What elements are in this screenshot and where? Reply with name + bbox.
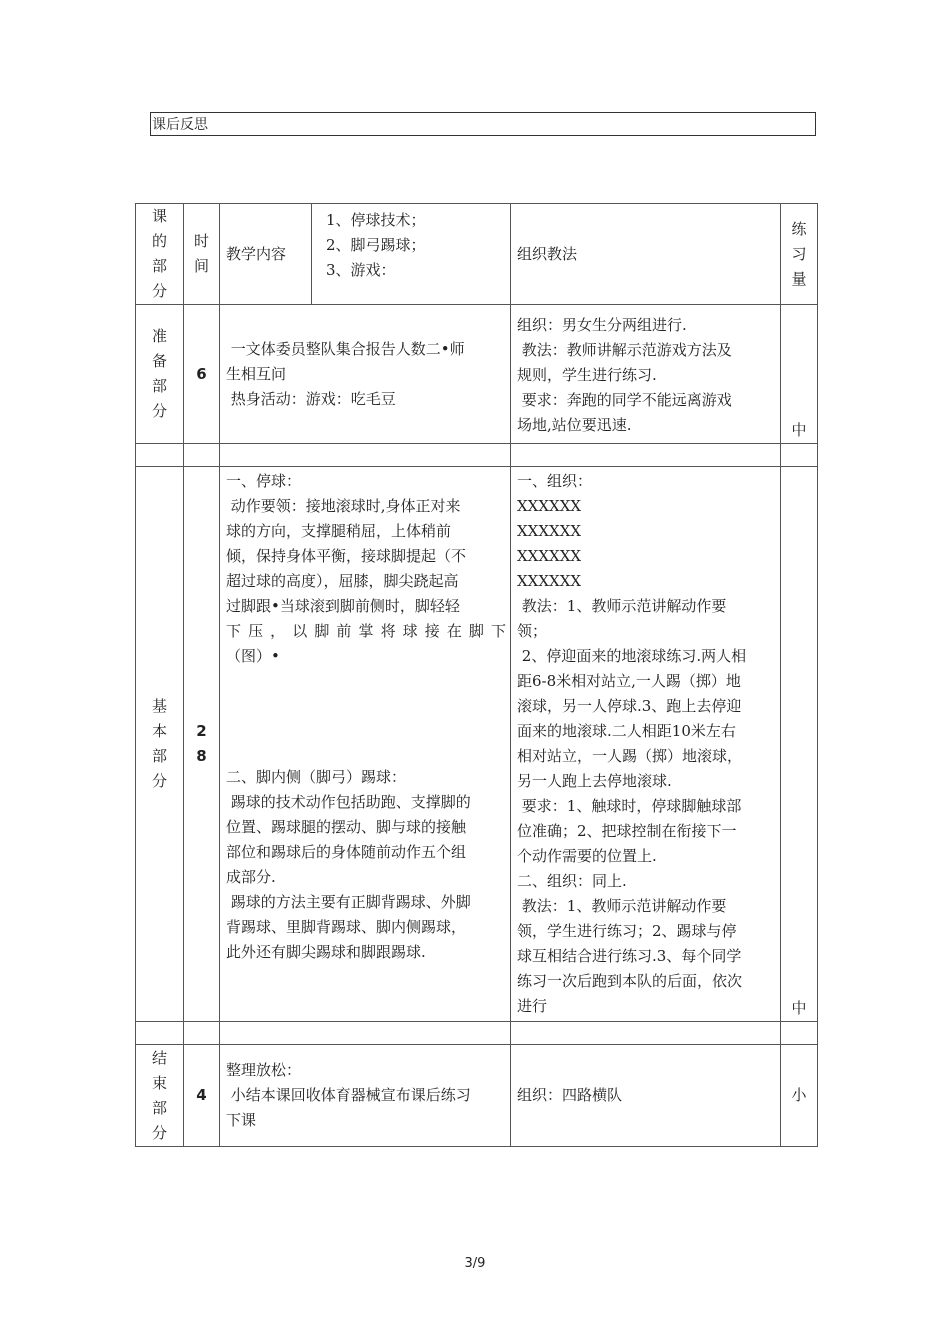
prep-part-cell: 准 备 部 分 — [136, 305, 184, 444]
end-time: 4 — [184, 1045, 220, 1147]
reflection-box — [150, 112, 816, 136]
end-amount: 小 — [781, 1045, 818, 1147]
prep-time: 6 — [184, 305, 220, 444]
basic-part-cell: 基 本 部 分 — [136, 467, 184, 1022]
header-part-cell: 课 的 部 分 — [136, 204, 184, 305]
basic-content-kicking: 二、脚内侧（脚弓）踢球： 踢球的技术动作包括助跑、支撑脚的 位置、踢球腿的摆动、脚与球的接触 部位和踢球后的身体随前动作五个组 成部分. 踢球的方法主要有正脚背踢球、外脚 背踢球、里脚背踢球、脚内侧踢球， 此外还有脚尖踢球和脚跟踢球. — [226, 768, 471, 961]
prep-row — [136, 305, 818, 444]
header-amount-cell: 练 习 量 — [781, 204, 818, 305]
lesson-plan-table — [135, 203, 818, 1147]
prep-content: 一文体委员整队集合报告人数二•师 生相互问 热身活动：游戏：吃毛豆 — [220, 305, 511, 444]
prep-amount: 中 — [781, 305, 818, 444]
end-part-cell: 结 束 部 分 — [136, 1045, 184, 1147]
spacer-row — [136, 444, 818, 467]
header-topics: 1、停球技术； 2、脚弓踢球； 3、游戏： — [312, 204, 511, 305]
basic-method: 一、组织： XXXXXX XXXXXX XXXXXX XXXXXX 教法：1、教师示范讲解动作要 领； 2、停迎面来的地滚球练习.两人相 距6-8米相对站立,一人踢（掷）地 滚球，另一人停球.3、跑上去停迎 面来的地滚球.二人相距10米左右 相对站立，一人踢（掷）地滚球， 另一人跑上去停地滚球. 要求：1、触球时，停球脚触球部 位准确；2、把球控制在衔接下一 个动作需要的位置上. 二、组织：同上. 教法：1、教师示范讲解动作要 领，学生进行练习；2、踢球与停 球互相结合进行练习.3、每个同学 练习一次后跑到本队的后面，依次 进行 — [511, 467, 781, 1022]
header-method-label: 组织教法 — [511, 204, 781, 305]
end-method: 组织：四路横队 — [511, 1045, 781, 1147]
end-row — [136, 1045, 818, 1147]
reflection-label: 课后反思 — [152, 117, 208, 133]
header-time-cell: 时 间 — [184, 204, 220, 305]
basic-row — [136, 467, 818, 1022]
spacer-row — [136, 1022, 818, 1045]
prep-method: 组织：男女生分两组进行. 教法：教师讲解示范游戏方法及 规则，学生进行练习. 要求：奔跑的同学不能远离游戏 场地,站位要迅速. — [511, 305, 781, 444]
basic-amount: 中 — [781, 467, 818, 1022]
end-content: 整理放松： 小结本课回收体育器械宣布课后练习 下课 — [220, 1045, 511, 1147]
basic-content — [220, 467, 511, 1022]
header-row — [136, 204, 818, 305]
header-content-label: 教学内容 — [220, 204, 312, 305]
basic-content-stopping: 一、停球： 动作要领：接地滚球时,身体正对来 球的方向，支撑腿稍屈，上体稍前 倾，保持身体平衡，接球脚提起（不 超过球的高度），屈膝，脚尖跷起高 过脚跟•当球滚到脚前侧时，脚轻轻 下压，以脚前掌将球接在脚下 （图）• — [226, 472, 506, 665]
page-number: 3/9 — [464, 1256, 486, 1271]
basic-time: 2 8 — [184, 467, 220, 1022]
